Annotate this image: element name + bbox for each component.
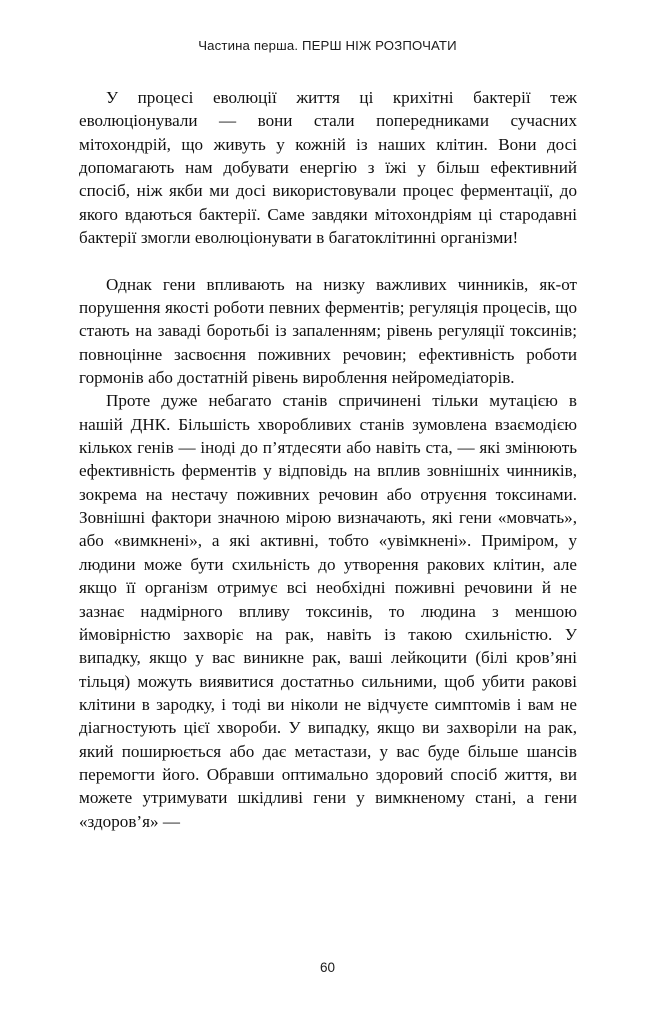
paragraph-genes-factors: Однак гени впливають на низку важливих чинників, як-от порушення якості роботи певних ферментів; регуляція процесів, що стають на заваді боротьбі із запаленням; рівень регуляції токсинів; повноцінне засвоєння поживних речовин; ефективність роботи гормонів або достатній рівень вироблення нейромедіаторів. xyxy=(79,274,577,388)
paragraph-evolution-mitochondria: У процесі еволюції життя ці крихітні бактерії теж еволюціонували — вони стали попередниками сучасних мітохондрій, що живуть у кожній із наших клітин. Вони досі допомагають нам добувати енергію з їжі у більш ефективний спосіб, ніж якби ми досі використовували процес ферментації, до якого вдаються бактерії. Саме завдяки мітохондріям ці стародавні бактерії змогли еволюціонувати в багатоклітинні організми! xyxy=(79,88,577,248)
running-head: Частина перша. ПЕРШ НІЖ РОЗПОЧАТИ xyxy=(198,38,457,53)
page-number: 60 xyxy=(319,960,336,975)
paragraph-dna-mutations: Проте дуже небагато станів спричинені тільки мутацією в нашій ДНК. Більшість хворобливих станів зумовлена взаємодією кількох генів — іноді до п’ятдесяти або навіть ста, — які змінюють ефективність ферментів у відповідь на вплив зовнішніх чинників, зокрема на нестачу поживних речовин або отруєння токсинами. Зовнішні фактори значною мірою визначають, які гени «мовчать», або «вимкнені», а які активні, тобто «увімкнені». Приміром, у людини може бути схильність до утворення ракових клітин, але якщо її організм отримує всі необхідні поживні речовини й не зазнає надмірного впливу токсинів, то людина з меншою ймовірністю захворіє на рак, навіть із такою схильністю. У випадку, якщо у вас виникне рак, ваші лейкоцити (білі кров’яні тільця) можуть виявитися достатньо сильними, щоб убити ракові клітини в зародку, і тоді ви ніколи не відчуєте симптомів і вам не діагностують цієї хвороби. У випадку, якщо ви захворіли на рак, який поширюється або дає метастази, у вас буде більше шансів перемогти його. Обравши оптимально здоровий спосіб життя, ви можете утримувати шкідливі гени у вимкненому стані, а гени «здоров’я» — xyxy=(79,391,577,831)
body-text-block xyxy=(79,86,577,833)
